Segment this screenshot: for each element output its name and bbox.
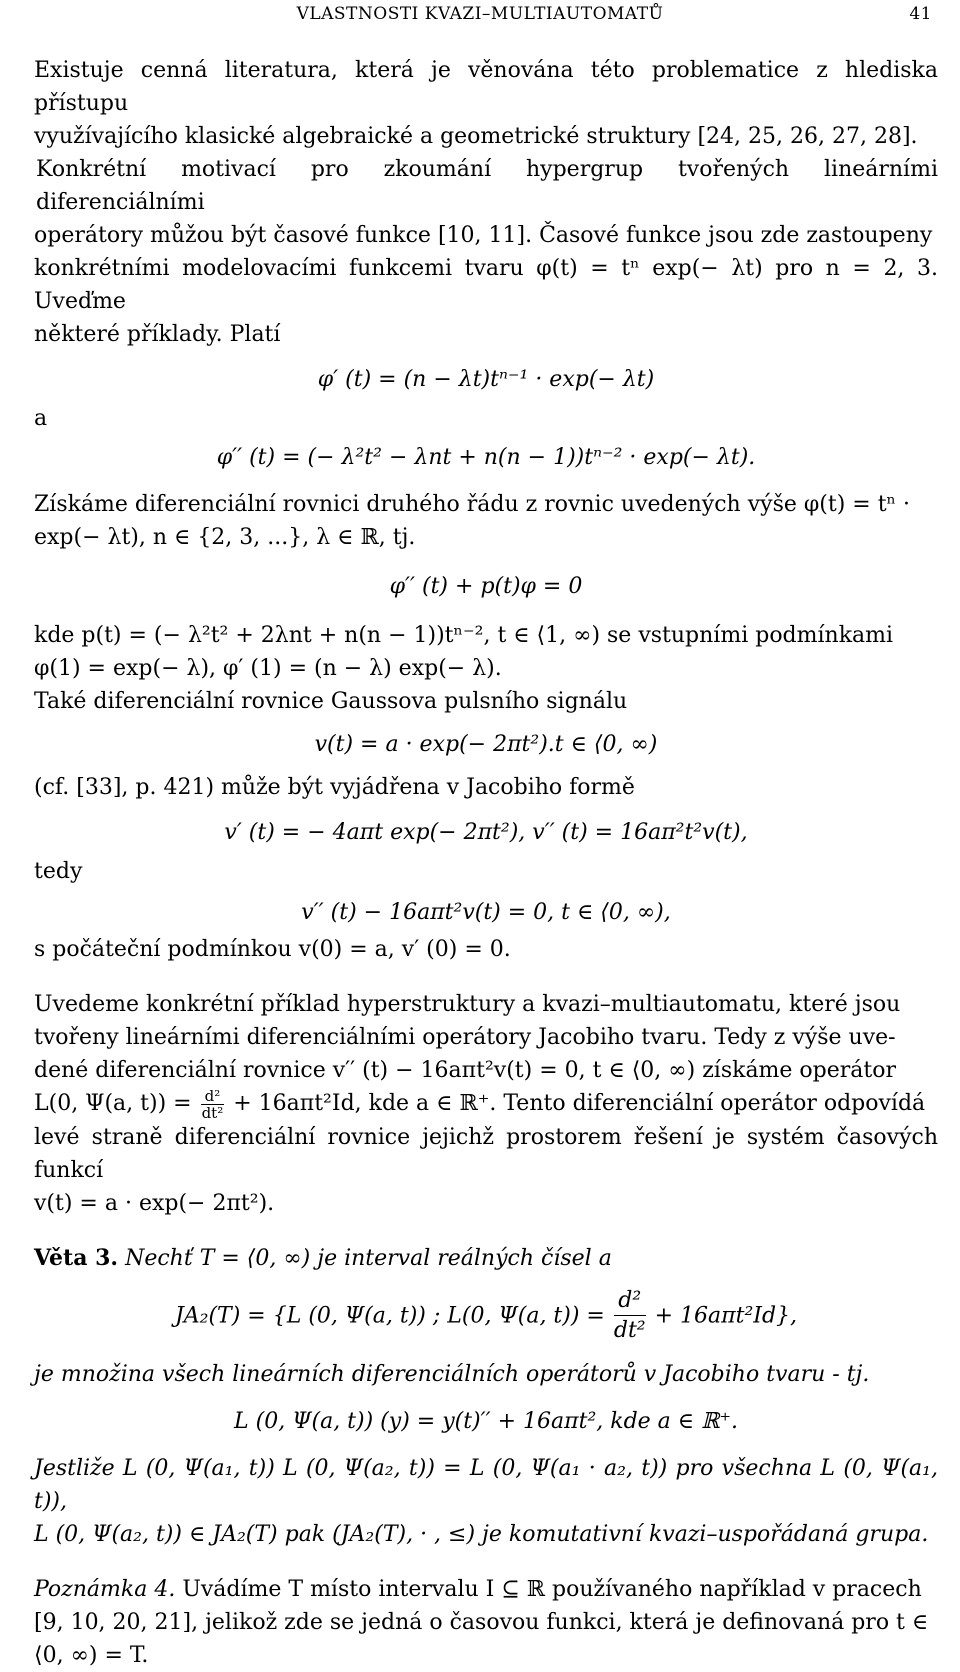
fraction-denominator: dt² bbox=[613, 1317, 646, 1343]
paragraph-line: φ(1) = exp(− λ), φ′ (1) = (n − λ) exp(− λ). bbox=[34, 656, 502, 681]
paragraph-line-with-fraction bbox=[34, 1087, 938, 1121]
theorem-label: Věta 3. bbox=[34, 1244, 119, 1271]
equation-phi-double-prime: φ′′ (t) = (− λ²t² − λnt + n(n − 1))tⁿ⁻² · exp(− λt). bbox=[216, 445, 756, 470]
label-a: a bbox=[34, 406, 48, 431]
equation-operator-action: L (0, Ψ(a, t)) (y) = y(t)′′ + 16aπt², kde a ∈ ℝ⁺. bbox=[234, 1408, 738, 1434]
operator-definition-rest: + 16aπt²Id, kde a ∈ ℝ⁺. Tento diferenciální operátor odpovídá bbox=[233, 1091, 926, 1116]
paragraph-line: operátory můžou být časové funkce [10, 11]. Časové funkce jsou zde zastoupeny bbox=[34, 223, 933, 248]
page-number: 41 bbox=[909, 4, 932, 24]
paragraph-line: Uvedeme konkrétní příklad hyperstruktury a kvazi–multiautomatu, které jsou bbox=[34, 992, 901, 1017]
remark-line: ⟨0, ∞) = T. bbox=[34, 1642, 149, 1668]
paragraph-line: levé straně diferenciální rovnice jejichž prostorem řešení je systém časových funkcí bbox=[34, 1124, 938, 1183]
label-tedy: tedy bbox=[34, 859, 83, 884]
operator-definition: L(0, Ψ(a, t)) = bbox=[34, 1091, 192, 1116]
theorem-line: je množina všech lineárních diferenciálních operátorů v Jacobiho tvaru - tj. bbox=[34, 1361, 870, 1387]
theorem-line: Nechť T = ⟨0, ∞) je interval reálných čísel a bbox=[125, 1245, 612, 1271]
paragraph-line: Získáme diferenciální rovnici druhého řádu z rovnic uvedených výše φ(t) = tⁿ · bbox=[34, 492, 911, 517]
paragraph-line: využívajícího klasické algebraické a geometrické struktury [24, 25, 26, 27, 28]. bbox=[34, 124, 918, 149]
ja2-set-left: JA₂(T) = {L (0, Ψ(a, t)) ; L(0, Ψ(a, t)) = bbox=[174, 1303, 605, 1328]
equation-v-derivatives: v′ (t) = − 4aπt exp(− 2πt²), v′′ (t) = 16aπ²t²v(t), bbox=[224, 820, 748, 845]
paragraph-line: s počáteční podmínkou v(0) = a, v′ (0) = 0. bbox=[34, 937, 511, 962]
paragraph-line: (cf. [33], p. 421) může být vyjádřena v Jacobiho formě bbox=[34, 775, 635, 800]
paragraph-line: dené diferenciální rovnice v′′ (t) − 16aπt²v(t) = 0, t ∈ ⟨0, ∞) získáme operátor bbox=[34, 1058, 897, 1083]
page-body bbox=[34, 54, 938, 1672]
equation-v-ode: v′′ (t) − 16aπt²v(t) = 0, t ∈ ⟨0, ∞), bbox=[301, 900, 671, 925]
ja2-set-right: + 16aπt²Id}, bbox=[654, 1303, 798, 1328]
remark-label: Poznámka 4. bbox=[34, 1576, 176, 1602]
equation-ja2-set bbox=[34, 1287, 938, 1346]
paragraph-line: Konkrétní motivací pro zkoumání hypergrup tvořených lineárními diferenciálními bbox=[36, 157, 938, 215]
equation-ode: φ′′ (t) + p(t)φ = 0 bbox=[389, 574, 583, 599]
theorem-statement bbox=[34, 1242, 938, 1275]
running-header bbox=[0, 4, 960, 32]
equation-gauss: v(t) = a · exp(− 2πt²).t ∈ ⟨0, ∞) bbox=[314, 732, 658, 757]
paragraph-line: v(t) = a · exp(− 2πt²). bbox=[34, 1190, 275, 1216]
fraction-numerator: d² bbox=[614, 1287, 646, 1316]
fraction-denominator: dt² bbox=[201, 1103, 224, 1122]
paragraph-line: tvořeny lineárními diferenciálními operátory Jacobiho tvaru. Tedy z výše uve- bbox=[34, 1025, 896, 1050]
paragraph-line: kde p(t) = (− λ²t² + 2λnt + n(n − 1))tⁿ⁻², t ∈ ⟨1, ∞) se vstupními podmínkami bbox=[34, 623, 894, 648]
paragraph-line: Existuje cenná literatura, která je věnována této problematice z hlediska přístupu bbox=[34, 58, 938, 116]
theorem-line: Jestliže L (0, Ψ(a₁, t)) L (0, Ψ(a₂, t)) = L (0, Ψ(a₁ · a₂, t)) pro všechna L (0, Ψ(a₁, t)), bbox=[34, 1455, 938, 1514]
remark-line: [9, 10, 20, 21], jelikož zde se jedná o časovou funkci, která je definovaná pro t ∈ bbox=[34, 1609, 929, 1635]
theorem-line: L (0, Ψ(a₂, t)) ∈ JA₂(T) pak (JA₂(T), · , ≤) je komutativní kvazi–uspořádaná grupa. bbox=[34, 1521, 929, 1547]
fraction-d2-dt2 bbox=[614, 1287, 646, 1346]
remark-line bbox=[34, 1573, 938, 1606]
paragraph-line: některé příklady. Platí bbox=[34, 322, 281, 347]
fraction-numerator: d² bbox=[201, 1088, 225, 1105]
paragraph-line: exp(− λt), n ∈ {2, 3, ...}, λ ∈ ℝ, tj. bbox=[34, 525, 416, 550]
remark-text: Uvádíme T místo intervalu I ⊆ ℝ používaného například v pracech bbox=[182, 1576, 922, 1602]
fraction-d2-dt2 bbox=[201, 1088, 225, 1121]
running-title: VLASTNOSTI KVAZI–MULTIAUTOMATŮ bbox=[296, 4, 664, 24]
paragraph-line: konkrétními modelovacími funkcemi tvaru φ(t) = tⁿ exp(− λt) pro n = 2, 3. Uveďme bbox=[34, 256, 938, 314]
equation-phi-prime: φ′ (t) = (n − λt)tⁿ⁻¹ · exp(− λt) bbox=[317, 367, 655, 392]
paragraph-line: Také diferenciální rovnice Gaussova pulsního signálu bbox=[34, 689, 628, 714]
